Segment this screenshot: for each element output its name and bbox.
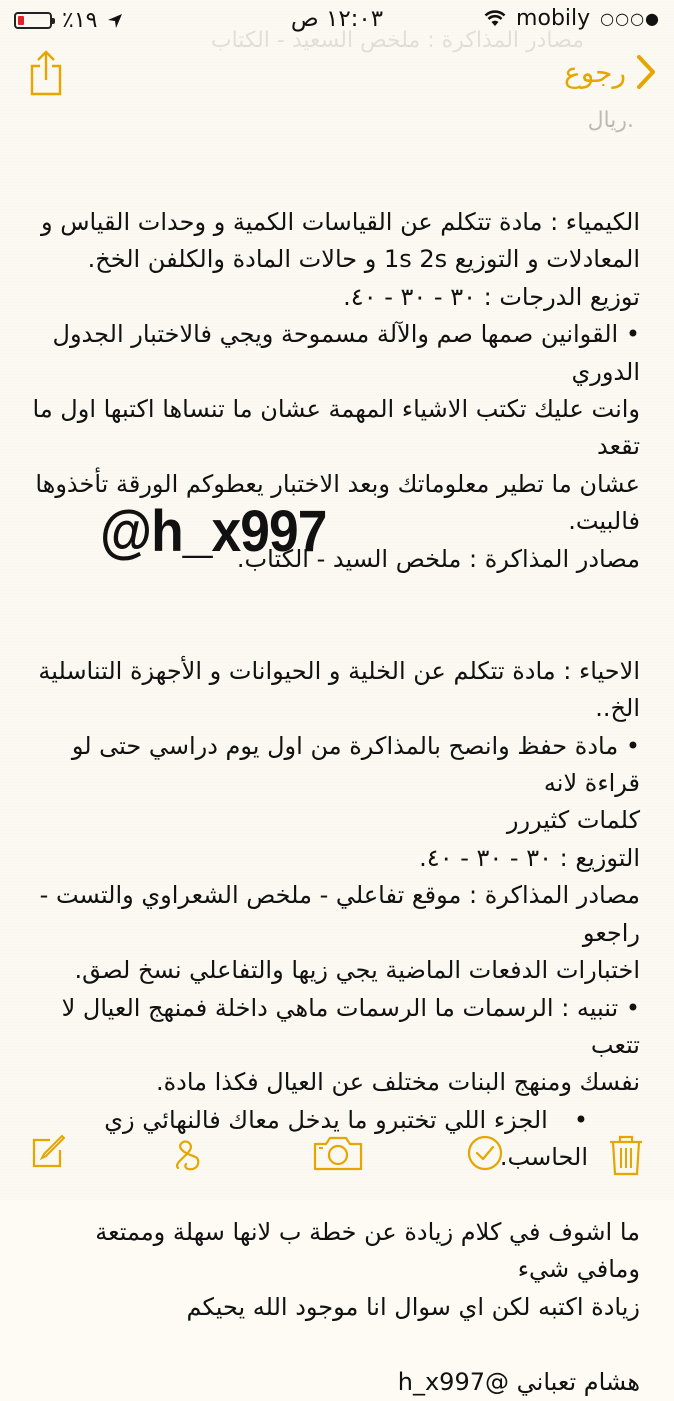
biology-bullet-cont: كلمات كثيررر (506, 806, 640, 835)
spacer (32, 1326, 640, 1363)
sketch-icon (170, 1134, 204, 1174)
chemistry-bullet: • القوانين صمها صم والآلة مسموحة ويجي فالاختبار الجدول الدوري (32, 316, 640, 391)
biology-sources-cont: اختبارات الدفعات الماضية يجي زيها والتفاعلي نسخ لصق. (74, 956, 640, 985)
closing-line: زيادة اكتبه لكن اي سوال انا موجود الله يحيكم (186, 1292, 640, 1321)
watermark-handle: @h_x997 (100, 499, 327, 564)
closing-line: ما اشوف في كلام زيادة عن خطة ب لانها سهلة وممتعة ومافي شيء (95, 1217, 640, 1284)
biology-final-bullet: • الجزء اللي تختبرو ما يدخل معاك فالنهائي زي الحاسب. (32, 1102, 640, 1177)
navigation-bar (0, 44, 674, 104)
chemistry-bullet-cont: وانت عليك تكتب الاشياء المهمة عشان ما تنساها اكتبها اول ما تقعد (32, 395, 640, 461)
biology-warning-cont: نفسك ومنهج البنات مختلف عن العيال فكذا مادة. (155, 1068, 640, 1097)
share-button[interactable] (28, 50, 64, 100)
chevron-right-icon (636, 54, 656, 90)
checklist-button[interactable] (466, 1134, 504, 1176)
biology-heading: الاحياء : مادة تتكلم عن الخلية و الحيوانات و الأجهزة التناسلية الخ.. (38, 656, 640, 723)
biology-distribution: التوزيع : ٣٠ - ٣٠ - ٤٠. (419, 843, 640, 872)
bottom-toolbar (0, 1110, 674, 1200)
trash-icon (608, 1134, 644, 1176)
ghost-fragment: ريال. (587, 108, 634, 133)
wifi-icon (484, 10, 506, 27)
spacer (32, 615, 640, 652)
signature: هشام تعباني @h_x997 (397, 1367, 640, 1396)
chemistry-line: المعادلات و التوزيع 1s 2s و حالات المادة والكلفن الخخ. (87, 245, 640, 274)
back-label: رجوع (563, 55, 626, 89)
back-button[interactable] (564, 54, 656, 90)
chemistry-bullet-cont: عشان ما تطير معلوماتك وبعد الاختبار يعطوكم الورقة تأخذوها (35, 469, 640, 498)
biology-warning: • تنبيه : الرسمات ما الرسمات ماهي داخلة فمنهج العيال لا تتعب (32, 990, 640, 1065)
chemistry-sources: مصادر المذاكرة : ملخص السيد - الكتاب. (236, 544, 640, 573)
share-icon (28, 50, 64, 96)
compose-icon (30, 1134, 66, 1170)
camera-button[interactable] (312, 1134, 364, 1176)
camera-icon (312, 1134, 364, 1172)
chemistry-heading: الكيمياء : مادة تتكلم عن القياسات الكمية و وحدات القياس و (40, 208, 640, 236)
signal-strength-icon: ○○○● (600, 9, 660, 28)
sketch-button[interactable] (170, 1134, 204, 1178)
compose-button[interactable] (30, 1134, 66, 1174)
ghost-text-top: مصادر المذاكرة : ملخص السعيد - الكتاب (210, 28, 584, 53)
carrier-name: mobily (516, 6, 591, 31)
battery-percent: ٪١٩ (62, 8, 98, 33)
carrier-group (484, 6, 660, 31)
biology-sources: مصادر المذاكرة : موقع تفاعلي - ملخص الشعراوي والتست - راجعو (39, 881, 640, 947)
status-bar (0, 0, 674, 40)
biology-bullet: • مادة حفظ وانصح بالمذاكرة من اول يوم دراسي حتى لو قراءة لانه (32, 728, 640, 803)
spacer (32, 578, 640, 615)
chemistry-distribution: توزيع الدرجات : ٣٠ - ٣٠ - ٤٠. (343, 282, 640, 311)
trash-button[interactable] (608, 1134, 644, 1180)
chemistry-bullet-cont: فالبيت. (568, 507, 640, 536)
status-time: ١٢:٠٣ ص (290, 6, 384, 32)
checklist-icon (466, 1134, 504, 1172)
note-body[interactable] (32, 204, 640, 1401)
